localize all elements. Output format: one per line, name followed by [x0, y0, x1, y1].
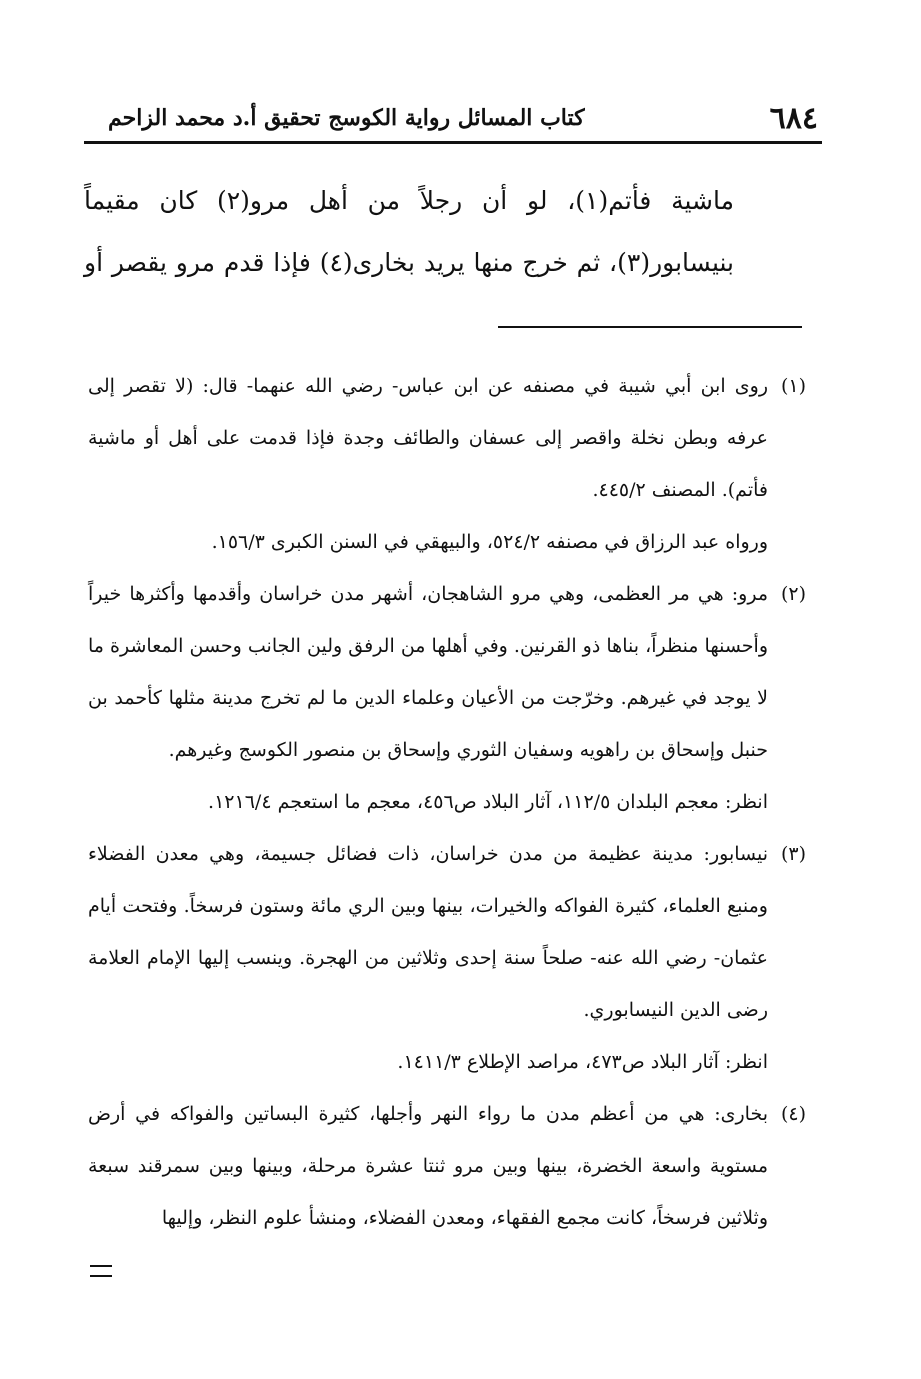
continuation-mark: [90, 1265, 112, 1277]
page-header: [88, 96, 818, 140]
footnote-text: بخارى: هي من أعظم مدن ما رواء النهر وأجلها، كثيرة البساتين والفواكه في أرض مستوية واسعة الخضرة، بينها وبين مرو ثنتا عشرة مرحلة، وبينها وبين سمرقند سبعة وثلاثين فرسخاً، كانت مجمع الفقهاء، ومعدن الفضلاء، ومنشأ علوم النظر، وإليها: [88, 1103, 768, 1229]
running-title: كتاب المسائل رواية الكوسج تحقيق أ.د محمد الزاحم: [108, 105, 585, 131]
footnote-source: انظر: معجم البلدان ١١٢/٥، آثار البلاد ص٤٥٦، معجم ما استعجم ١٢١٦/٤.: [208, 791, 768, 813]
header-rule: [84, 141, 822, 144]
footnote-number: (٣): [780, 843, 806, 865]
footnote-1: [88, 360, 806, 516]
footnote-2: [88, 568, 806, 776]
footnote-4: [88, 1088, 806, 1244]
footnote-number: (٢): [780, 583, 806, 605]
footnote-text: نيسابور: مدينة عظيمة من مدن خراسان، ذات فضائل جسيمة، وهي معدن الفضلاء ومنبع العلماء، كثيرة الفواكه والخيرات، بينها وبين الري مائة وستون فرسخاً. وفتحت أيام عثمان- رضي الله عنه- صلحاً سنة إحدى وثلاثين من الهجرة. وينسب إليها الإمام العلامة رضى الدين النيسابوري.: [88, 843, 768, 1021]
footnote-source: ورواه عبد الرزاق في مصنفه ٥٢٤/٢، والبيهقي في السنن الكبرى ١٥٦/٣.: [211, 531, 768, 553]
footnote-3: [88, 828, 806, 1036]
footnote-text: روى ابن أبي شيبة في مصنفه عن ابن عباس- رضي الله عنهما- قال: (لا تقصر إلى عرفه وبطن نخلة واقصر إلى عسفان والطائف وجدة فإذا قدمت على أهل أو ماشية فأتم). المصنف ٤٤٥/٢.: [88, 375, 768, 501]
footnote-separator: [498, 326, 802, 328]
footnote-number: (٤): [780, 1103, 806, 1125]
footnote-text: مرو: هي مر العظمى، وهي مرو الشاهجان، أشهر مدن خراسان وأقدمها وأكثرها خيراً وأحسنها منظراً، بناها ذو القرنين. وفي أهلها من الرفق ولين الجانب وحسن المعاشرة ما لا يوجد في غيرهم. وخرّجت من الأعيان وعلماء الدين ما لم تخرج مدينة مثلها كأحمد بن حنبل وإسحاق بن راهويه وسفيان الثوري وإسحاق بن منصور الكوسج وغيرهم.: [88, 583, 768, 761]
footnote-source: انظر: آثار البلاد ص٤٧٣، مراصد الإطلاع ١٤١١/٣.: [397, 1051, 768, 1073]
footnote-number: (١): [780, 375, 806, 397]
footnotes: [88, 360, 806, 1244]
main-text: ماشية فأتم(١)، لو أن رجلاً من أهل مرو(٢) كان مقيماً بنيسابور(٣)، ثم خرج منها يريد بخارى(٤) فإذا قدم مرو يقصر أو: [84, 186, 734, 277]
page-number: ٦٨٤: [769, 100, 818, 136]
